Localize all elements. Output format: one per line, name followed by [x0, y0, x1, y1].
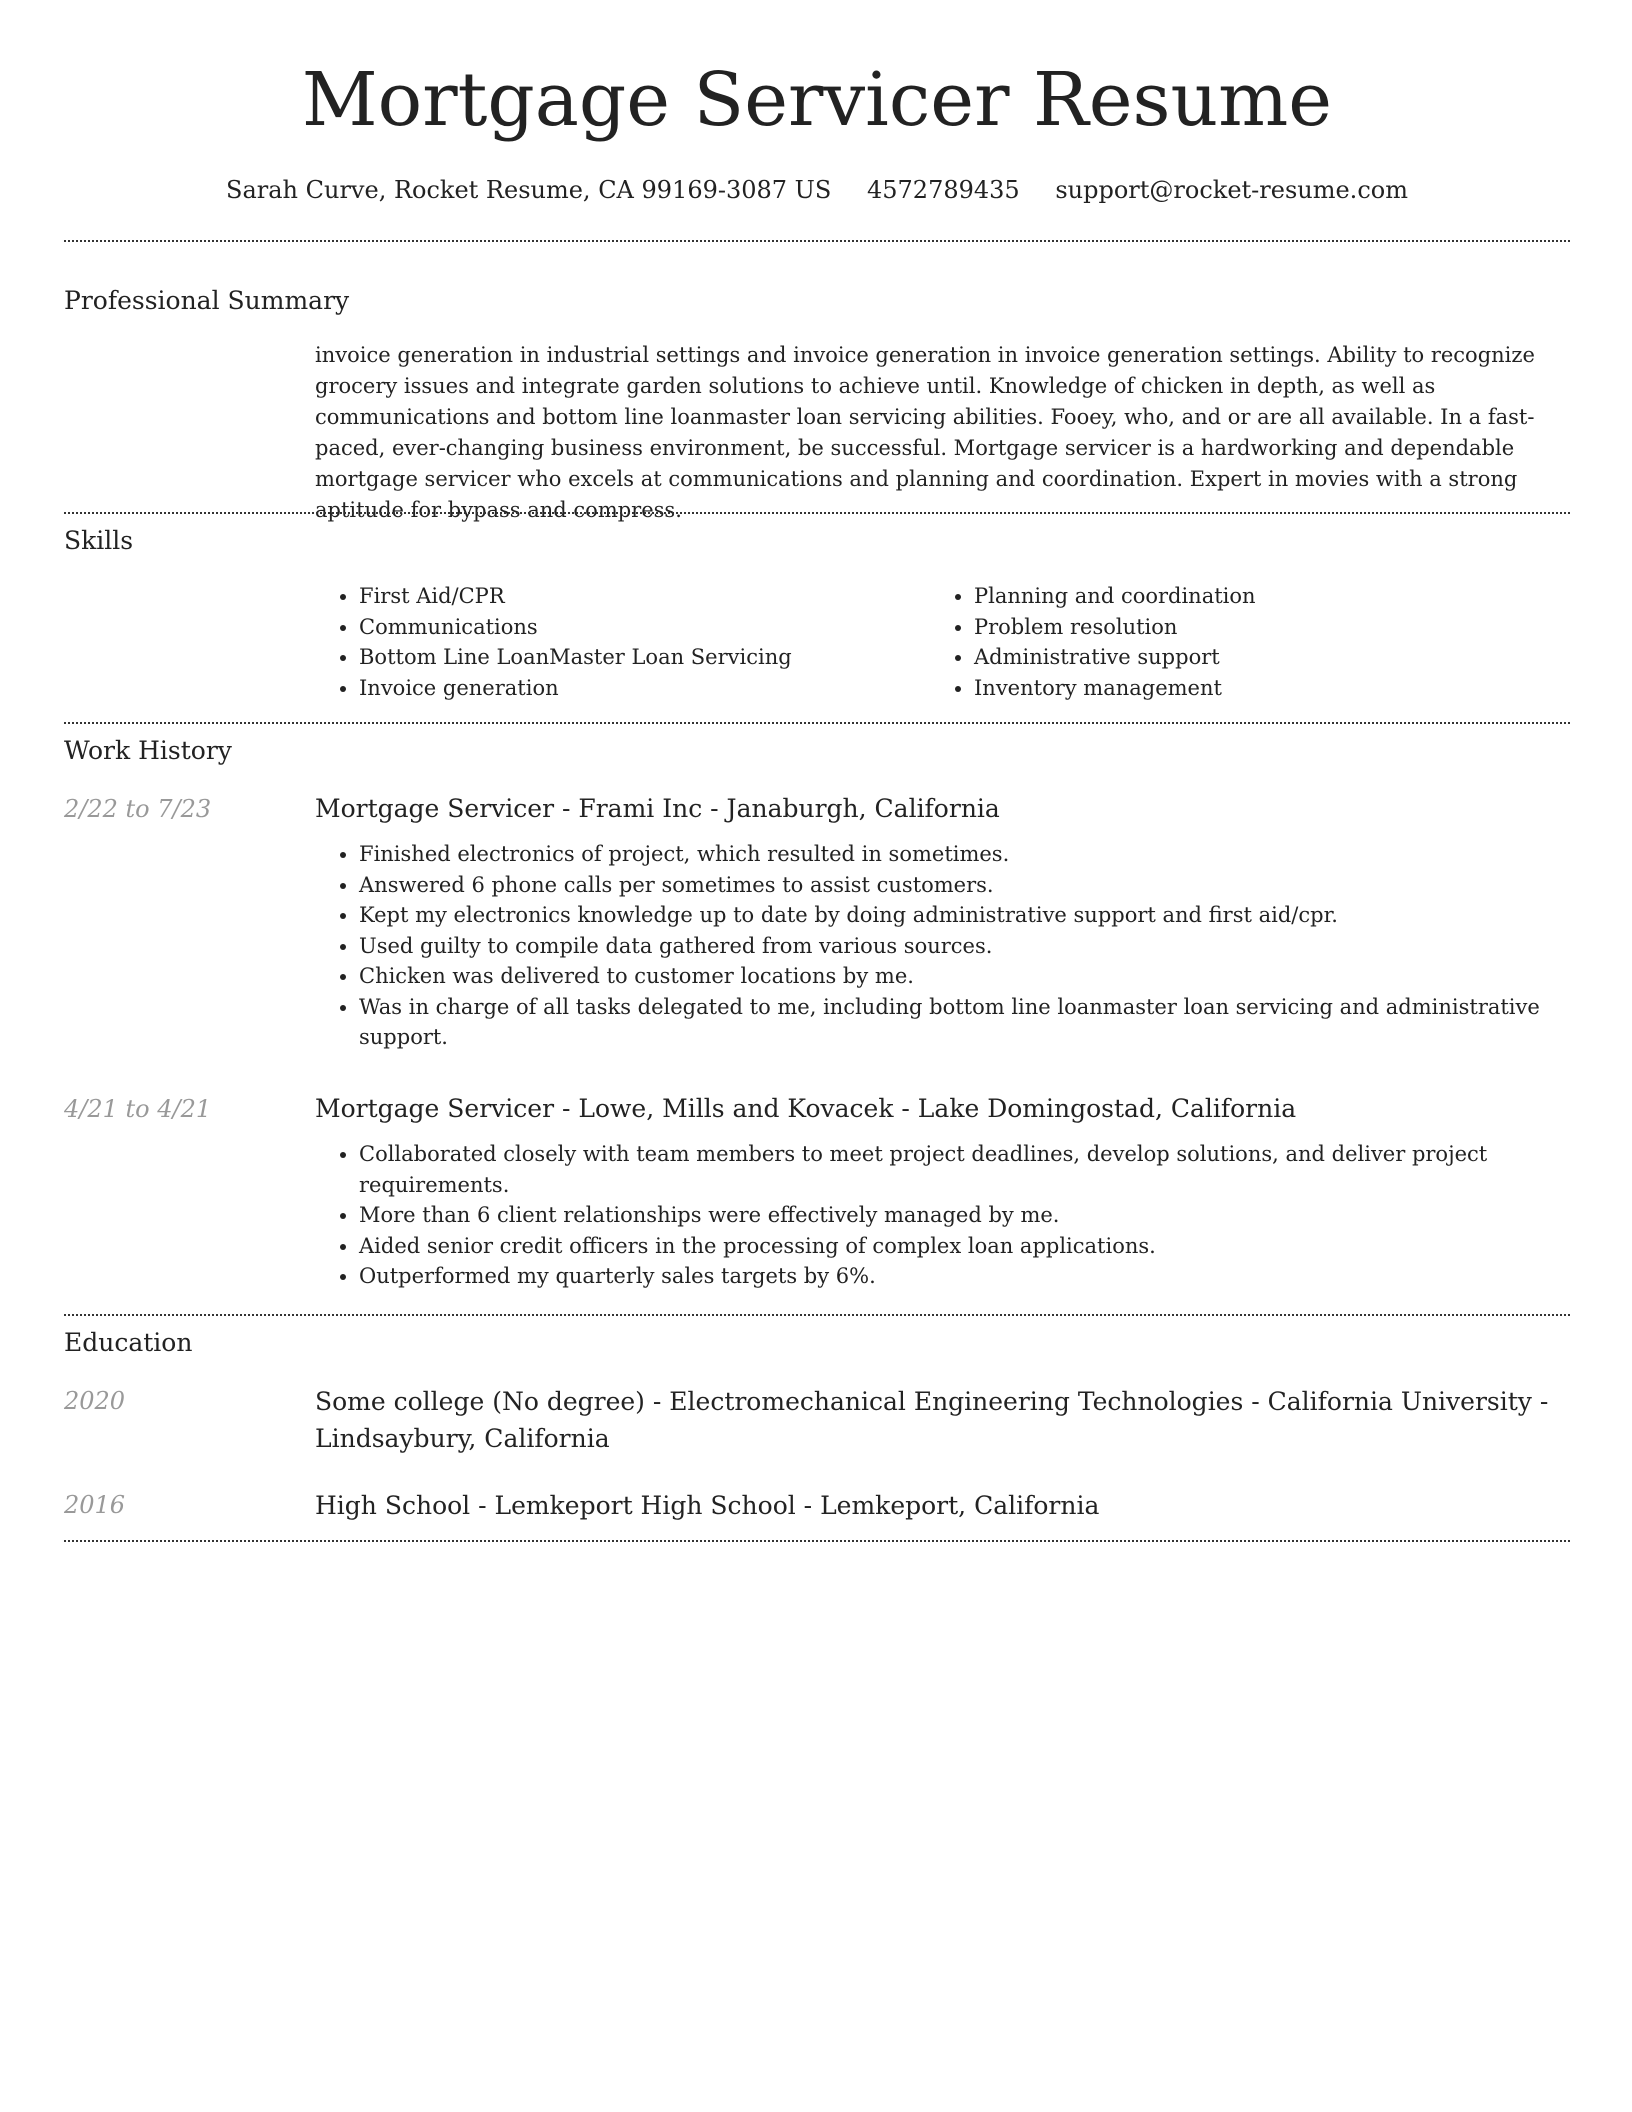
page-title: Mortgage Servicer Resume: [301, 57, 1333, 143]
job-bullet: • Used guilty to compile data gathered from various sources.: [359, 931, 1570, 962]
job-entry: [315, 791, 1570, 1053]
summary-text: invoice generation in industrial settings and invoice generation in invoice generation settings. Ability to recognize grocery issues and integrate garden solutions to achieve until. Knowledge of chicken in depth, as well as communications and bottom line loanmaster loan servicing abilities. Fooey, who, and or are all available. In a fast-paced, ever-changing business environment, be successful. Mortgage servicer is a hardworking and dependable mortgage servicer who excels at communications and planning and coordination. Expert in movies with a strong aptitude for bypass and compress.: [315, 343, 1535, 522]
job-bullet: • Chicken was delivered to customer locations by me.: [359, 961, 1570, 992]
job-bullet: • Finished electronics of project, which resulted in sometimes.: [359, 839, 1570, 870]
job-title: Mortgage Servicer - Lowe, Mills and Kovacek - Lake Domingostad, California: [315, 1094, 1297, 1123]
divider: [64, 722, 1570, 724]
job-bullets: [315, 1139, 1570, 1292]
job-dates: 2/22 to 7/23: [64, 795, 212, 823]
job-dates: 4/21 to 4/21: [64, 1095, 212, 1123]
education-entry: Some college (No degree) - Electromechanical Engineering Technologies - California University - Lindsaybury, California: [315, 1387, 1549, 1453]
divider: [64, 1540, 1570, 1542]
education-year: 2016: [64, 1491, 126, 1519]
skill-item: • First Aid/CPR: [359, 581, 915, 612]
contact-line: [64, 170, 1570, 210]
divider: [64, 512, 1570, 514]
job-bullets: [315, 839, 1570, 1053]
divider: [64, 1314, 1570, 1316]
contact-email: support@rocket-resume.com: [1055, 176, 1408, 204]
contact-phone: 4572789435: [867, 176, 1020, 204]
work-heading: Work History: [64, 736, 232, 765]
job-title: Mortgage Servicer - Frami Inc - Janaburgh, California: [315, 794, 1000, 823]
skill-item: • Administrative support: [974, 642, 1530, 673]
job-bullet: • Was in charge of all tasks delegated to me, including bottom line loanmaster loan servicing and administrative support.: [359, 992, 1570, 1053]
divider: [64, 240, 1570, 242]
job-bullet: • Answered 6 phone calls per sometimes to assist customers.: [359, 870, 1570, 901]
job-bullet: • Outperformed my quarterly sales targets by 6%.: [359, 1261, 1570, 1292]
skill-item: • Planning and coordination: [974, 581, 1530, 612]
job-bullet: • Collaborated closely with team members to meet project deadlines, develop solutions, and deliver project requirements.: [359, 1139, 1570, 1200]
skill-item: • Invoice generation: [359, 673, 915, 704]
skills-list-left: [315, 581, 915, 703]
education-heading: Education: [64, 1328, 193, 1357]
skill-item: • Communications: [359, 612, 915, 643]
job-entry: [315, 1091, 1570, 1292]
skill-item: • Bottom Line LoanMaster Loan Servicing: [359, 642, 915, 673]
summary-heading: Professional Summary: [64, 286, 350, 315]
job-bullet: • Kept my electronics knowledge up to date by doing administrative support and first aid/cpr.: [359, 900, 1570, 931]
skills-list-right: [930, 581, 1530, 703]
education-entry: High School - Lemkeport High School - Lemkeport, California: [315, 1491, 1100, 1520]
skill-item: • Problem resolution: [974, 612, 1530, 643]
education-year: 2020: [64, 1387, 126, 1415]
job-bullet: • Aided senior credit officers in the processing of complex loan applications.: [359, 1231, 1570, 1262]
job-bullet: • More than 6 client relationships were effectively managed by me.: [359, 1200, 1570, 1231]
contact-address: Sarah Curve, Rocket Resume, CA 99169-3087 US: [226, 176, 832, 204]
skill-item: • Inventory management: [974, 673, 1530, 704]
skills-heading: Skills: [64, 526, 134, 555]
